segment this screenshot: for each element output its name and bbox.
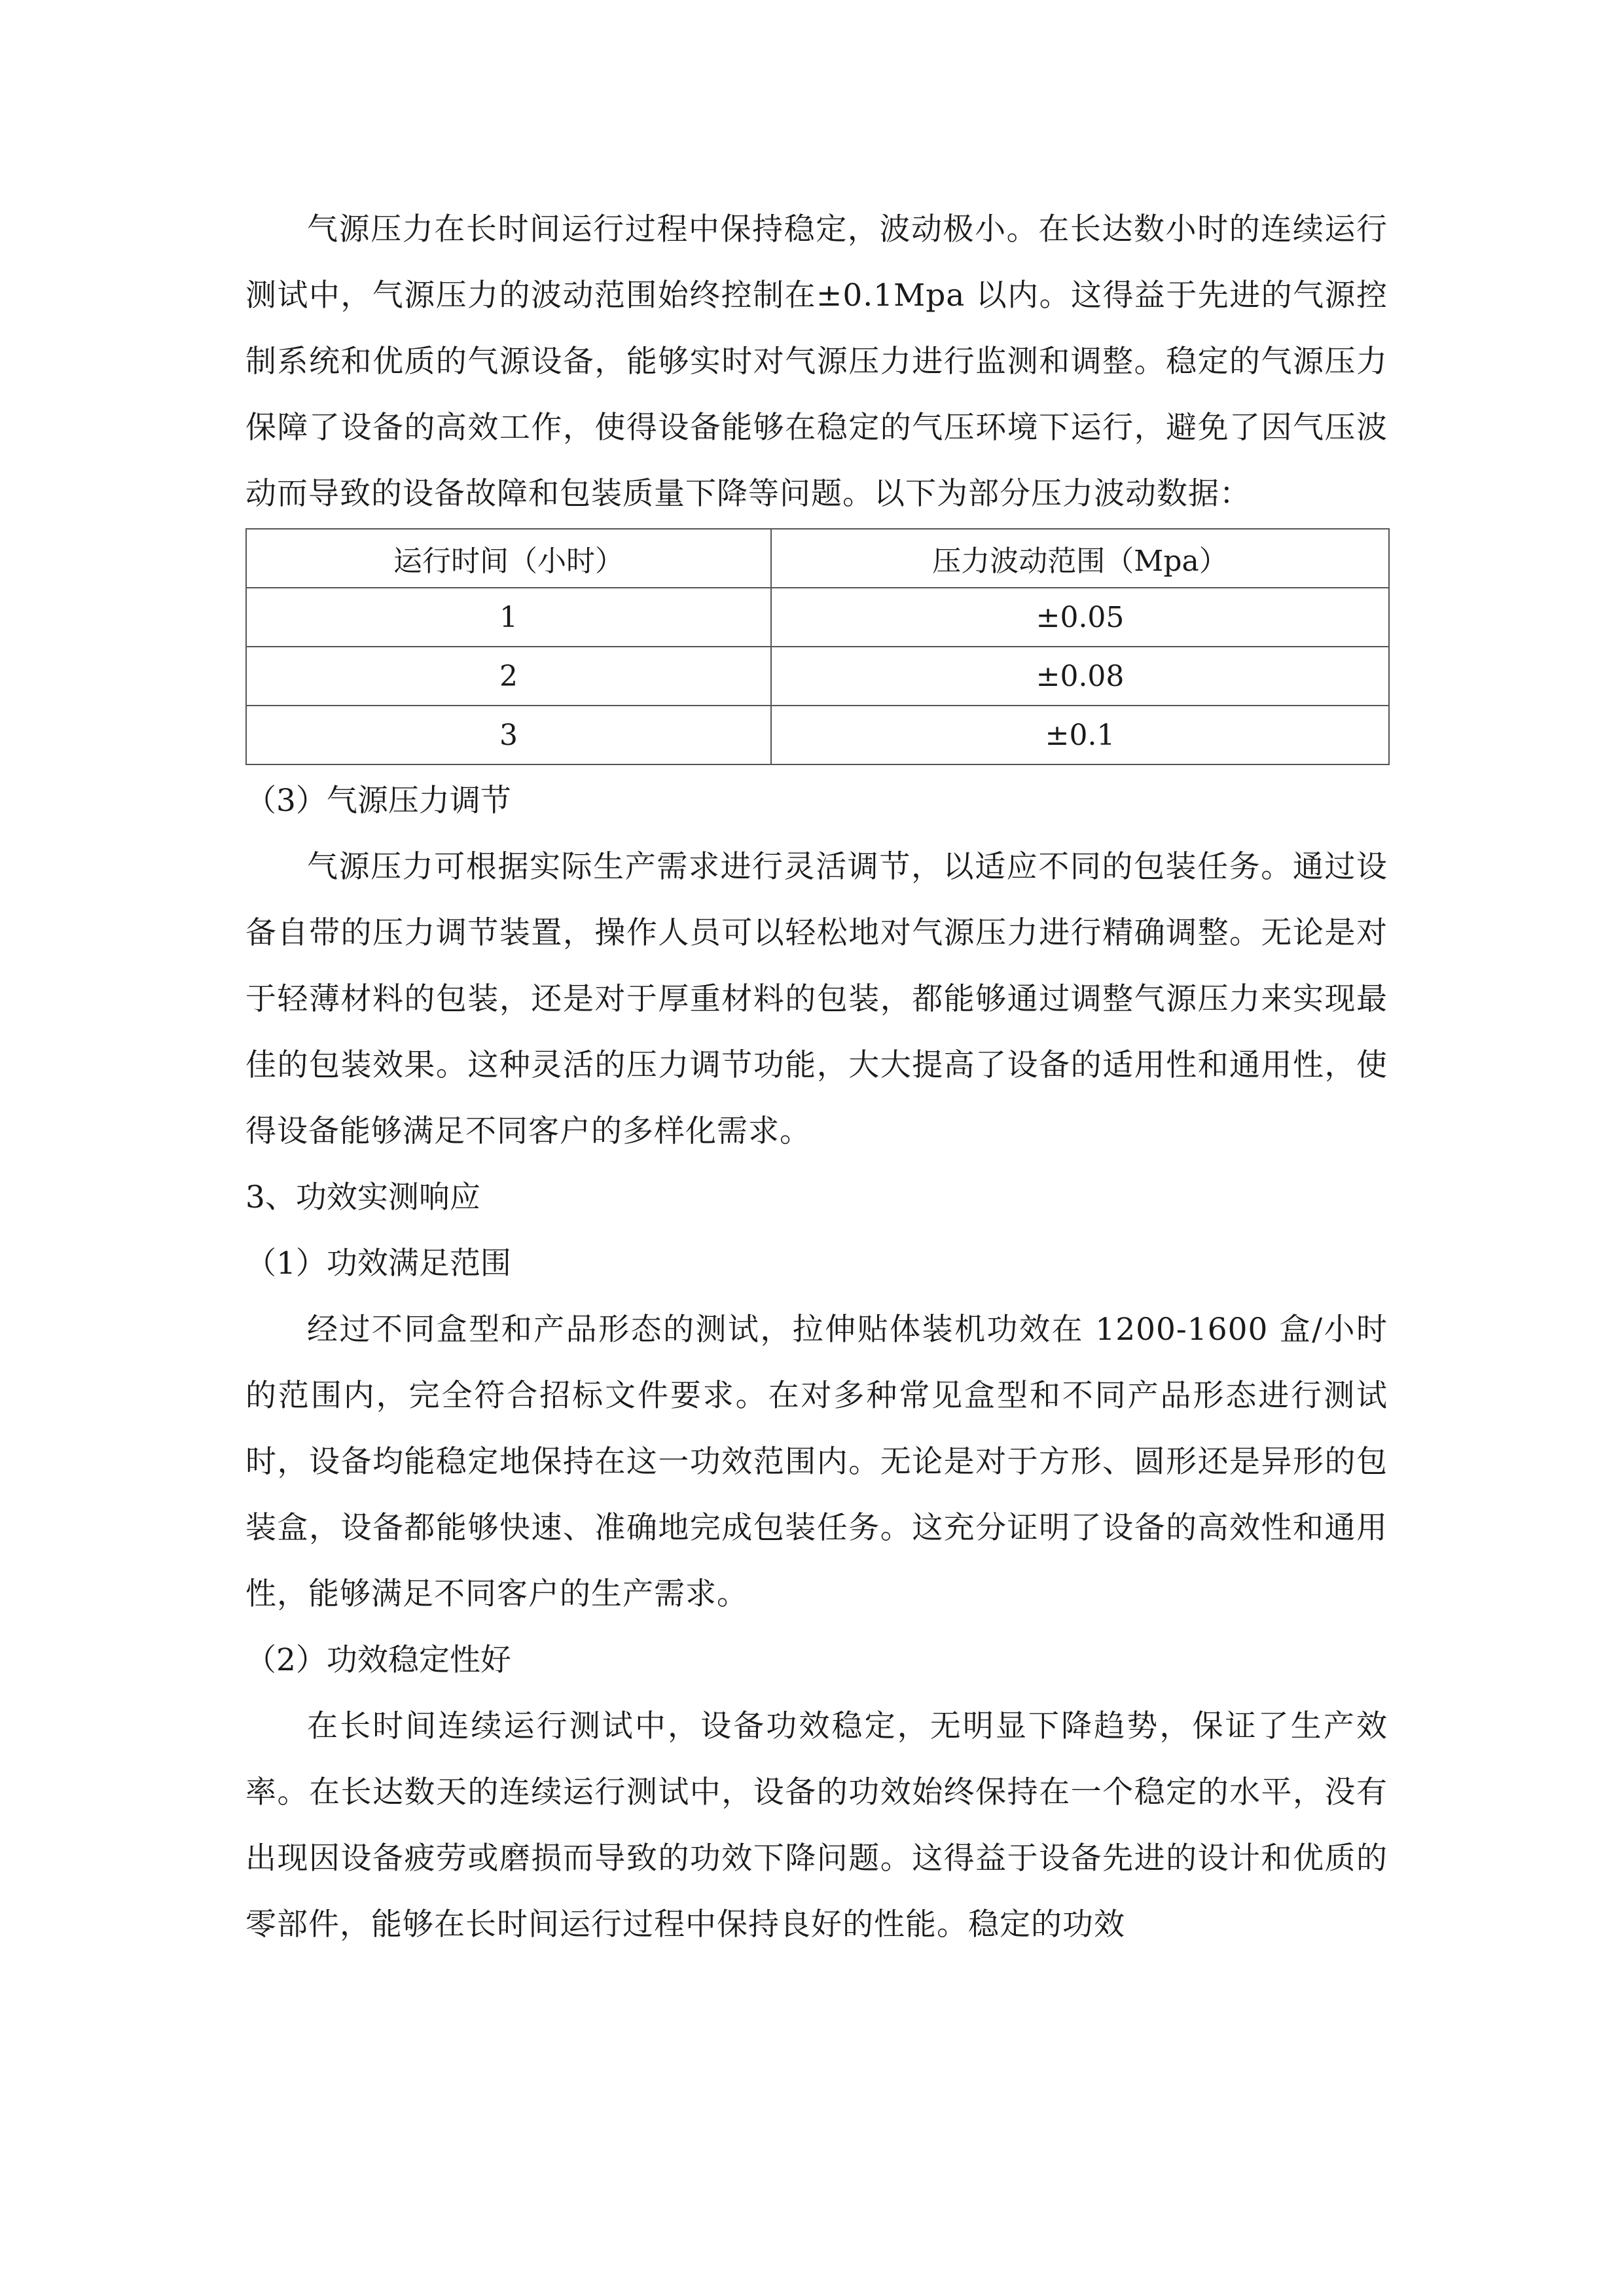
cell-run-time: 1 bbox=[246, 588, 771, 647]
document-page bbox=[245, 196, 1388, 1958]
pressure-fluctuation-table bbox=[245, 528, 1390, 765]
section-heading-efficiency: 3、功效实测响应 bbox=[245, 1179, 480, 1215]
cell-pressure-range: ±0.05 bbox=[771, 588, 1389, 647]
table-row bbox=[246, 588, 1389, 647]
table-header-row bbox=[246, 529, 1389, 588]
cell-pressure-range: ±0.1 bbox=[771, 706, 1389, 764]
paragraph-efficiency-range: 经过不同盒型和产品形态的测试，拉伸贴体装机功效在 1200-1600 盒/小时的范围内，完全符合招标文件要求。在对多种常见盒型和不同产品形态进行测试时，设备均能稳定地保持在这一功效范围内。无论是对于方形、圆形还是异形的包装盒，设备都能够快速、准确地完成包装任务。这充分证明了设备的高效性和通用性，能够满足不同客户的生产需求。 bbox=[245, 1312, 1388, 1612]
subheading-efficiency-range: （1）功效满足范围 bbox=[245, 1246, 511, 1282]
paragraph-pressure-stability: 气源压力在长时间运行过程中保持稳定，波动极小。在长达数小时的连续运行测试中，气源压力的波动范围始终控制在±0.1Mpa 以内。这得益于先进的气源控制系统和优质的气源设备，能够实时对气源压力进行监测和调整。稳定的气源压力保障了设备的高效工作，使得设备能够在稳定的气压环境下运行，避免了因气压波动而导致的设备故障和包装质量下降等问题。以下为部分压力波动数据： bbox=[245, 211, 1388, 512]
cell-pressure-range: ±0.08 bbox=[771, 647, 1389, 706]
header-pressure-range: 压力波动范围（Mpa） bbox=[771, 529, 1389, 588]
subheading-efficiency-stability: （2）功效稳定性好 bbox=[245, 1642, 511, 1678]
table-row bbox=[246, 706, 1389, 764]
paragraph-efficiency-stability: 在长时间连续运行测试中，设备功效稳定，无明显下降趋势，保证了生产效率。在长达数天的连续运行测试中，设备的功效始终保持在一个稳定的水平，没有出现因设备疲劳或磨损而导致的功效下降问题。这得益于设备先进的设计和优质的零部件，能够在长时间运行过程中保持良好的性能。稳定的功效 bbox=[245, 1708, 1388, 1943]
table-row bbox=[246, 647, 1389, 706]
header-run-time: 运行时间（小时） bbox=[246, 529, 771, 588]
subheading-pressure-adjustment: （3）气源压力调节 bbox=[245, 783, 511, 819]
cell-run-time: 3 bbox=[246, 706, 771, 764]
cell-run-time: 2 bbox=[246, 647, 771, 706]
paragraph-pressure-adjustment: 气源压力可根据实际生产需求进行灵活调节，以适应不同的包装任务。通过设备自带的压力调节装置，操作人员可以轻松地对气源压力进行精确调整。无论是对于轻薄材料的包装，还是对于厚重材料的包装，都能够通过调整气源压力来实现最佳的包装效果。这种灵活的压力调节功能，大大提高了设备的适用性和通用性，使得设备能够满足不同客户的多样化需求。 bbox=[245, 849, 1388, 1149]
